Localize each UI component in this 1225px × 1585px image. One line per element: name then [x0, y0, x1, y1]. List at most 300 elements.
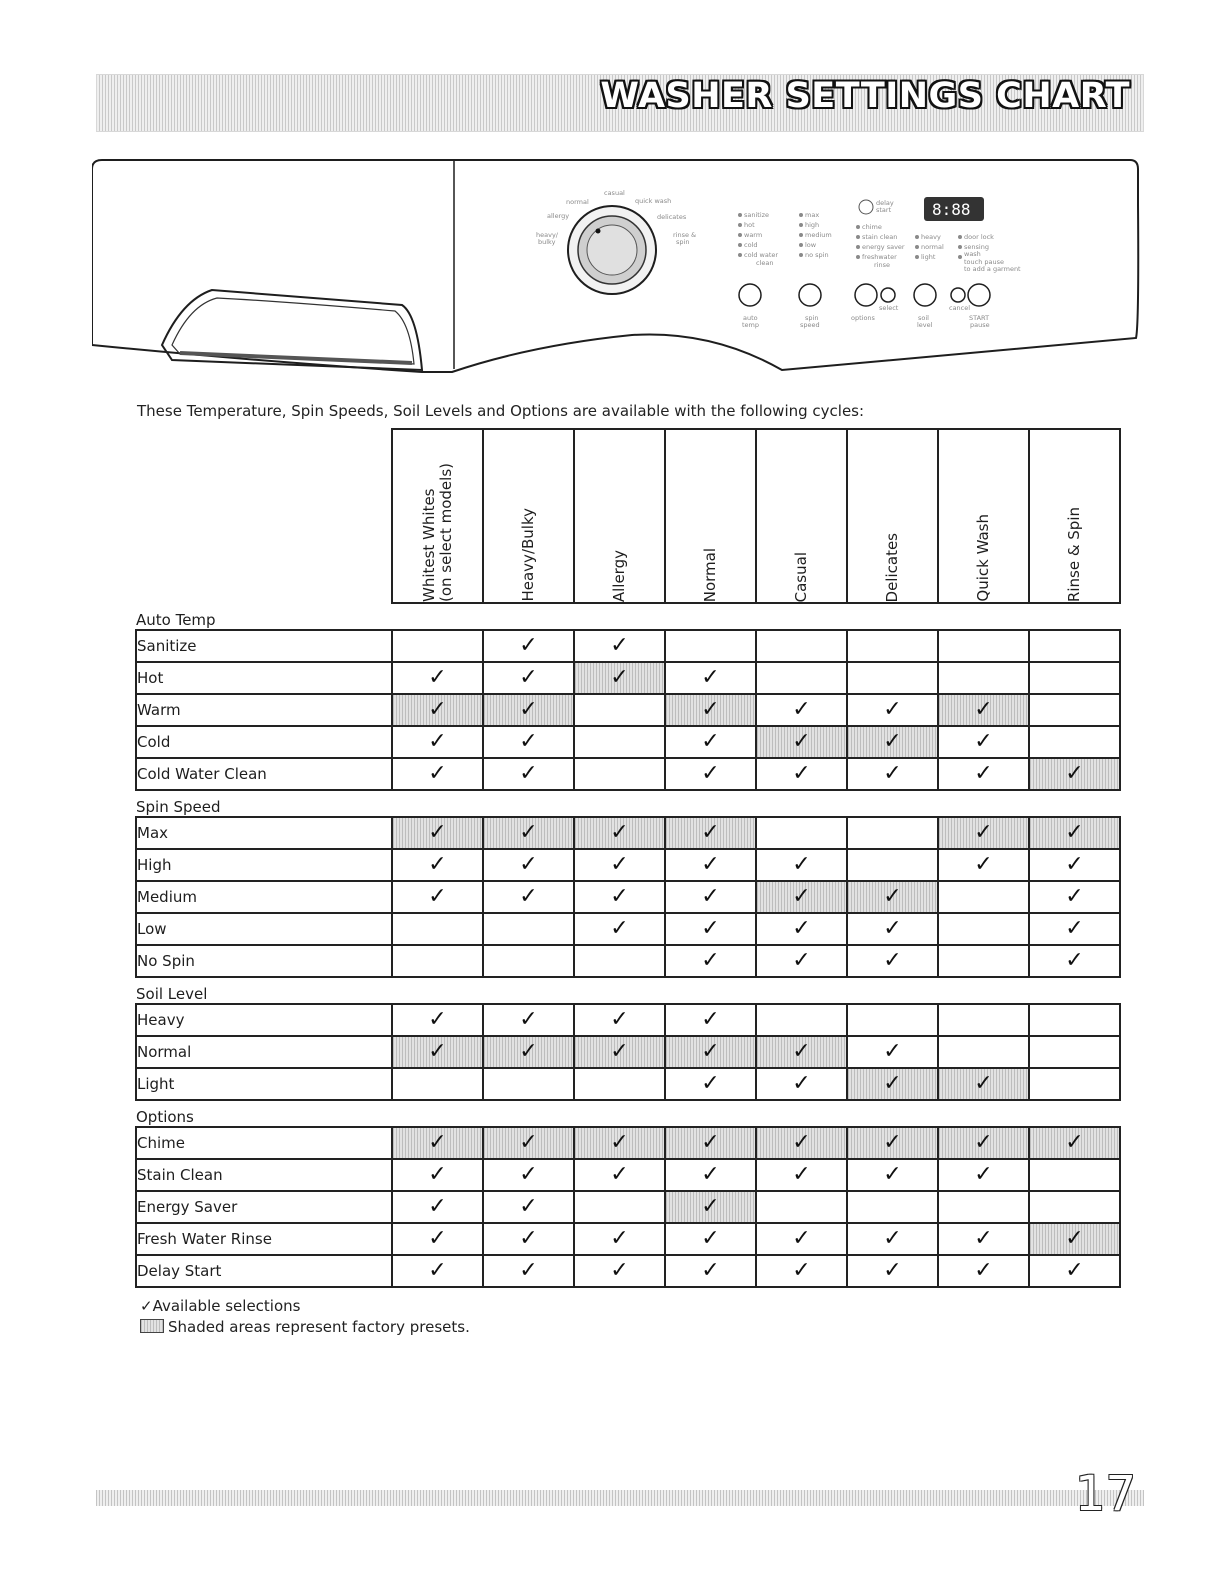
indicator-delay: delay: [876, 199, 894, 207]
check-icon: ✓: [883, 1071, 902, 1096]
check-icon: ✓: [883, 884, 902, 909]
table-row: [136, 1127, 1120, 1159]
button-label-options: options: [851, 314, 875, 322]
check-icon: ✓: [974, 1071, 993, 1096]
legend-shaded-text: Shaded areas represent factory presets.: [168, 1318, 470, 1336]
table-cell: [756, 1159, 847, 1191]
check-icon: ✓: [428, 1039, 447, 1064]
check-icon: ✓: [428, 761, 447, 786]
table-cell: [483, 1191, 574, 1223]
indicator-low: low: [805, 241, 817, 249]
table-cell: [938, 945, 1029, 977]
check-icon: ✓: [519, 852, 538, 877]
table-cell: [392, 630, 483, 662]
table-row: [136, 1036, 1120, 1068]
table-row: [136, 1159, 1120, 1191]
row-label: Low: [136, 913, 392, 945]
table-cell: [483, 881, 574, 913]
indicator-freshwater: freshwater: [862, 253, 897, 261]
check-icon: ✓: [974, 761, 993, 786]
check-icon: ✓: [428, 852, 447, 877]
check-icon: ✓: [610, 665, 629, 690]
preset-cell: [938, 694, 1029, 726]
preset-cell: [574, 1127, 665, 1159]
table-cell: [938, 1004, 1029, 1036]
dial-label-rinse: rinse &: [673, 231, 697, 239]
table-cell: [574, 758, 665, 790]
check-icon: ✓: [428, 665, 447, 690]
table-cell: [1029, 1068, 1120, 1100]
legend-shaded: [140, 1318, 470, 1336]
preset-cell: [665, 1191, 756, 1223]
check-icon: ✓: [701, 1039, 720, 1064]
button-label-select: select: [879, 304, 899, 312]
preset-cell: [483, 694, 574, 726]
indicator-no-spin: no spin: [805, 251, 829, 259]
preset-cell: [392, 1127, 483, 1159]
check-icon: ✓: [1065, 884, 1084, 909]
preset-cell: [938, 1127, 1029, 1159]
table-cell: [1029, 694, 1120, 726]
table-cell: [483, 945, 574, 977]
table-cell: [938, 849, 1029, 881]
table-cell: [392, 881, 483, 913]
table-cell: [392, 1004, 483, 1036]
table-cell: [847, 694, 938, 726]
check-icon: ✓: [1065, 820, 1084, 845]
check-icon: ✓: [792, 1039, 811, 1064]
table-cell: [756, 817, 847, 849]
table-cell: [483, 1223, 574, 1255]
check-icon: ✓: [610, 1039, 629, 1064]
section-title: Options: [136, 1108, 194, 1126]
table-cell: [938, 758, 1029, 790]
check-icon: ✓: [701, 665, 720, 690]
indicator-cold-water: cold water: [744, 251, 779, 259]
indicator-rinse: rinse: [874, 261, 890, 269]
section-title: Soil Level: [136, 985, 208, 1003]
column-header: [665, 429, 756, 603]
table-cell: [392, 758, 483, 790]
table-cell: [483, 1255, 574, 1287]
column-header-label: Allergy: [610, 549, 628, 602]
check-icon: ✓: [792, 1258, 811, 1283]
column-header: [938, 429, 1029, 603]
table-cell: [756, 913, 847, 945]
check-icon: ✓: [701, 1258, 720, 1283]
dial-label-allergy: allergy: [547, 212, 570, 220]
check-icon: ✓: [519, 820, 538, 845]
check-icon: ✓: [610, 852, 629, 877]
dial-label-normal: normal: [566, 198, 589, 206]
preset-cell: [1029, 817, 1120, 849]
check-icon: ✓: [428, 697, 447, 722]
check-icon: ✓: [428, 820, 447, 845]
table-row: [136, 662, 1120, 694]
indicator-sanitize: sanitize: [744, 211, 770, 219]
dial-label-casual: casual: [604, 189, 625, 197]
row-label: High: [136, 849, 392, 881]
table-cell: [847, 1255, 938, 1287]
check-icon: ✓: [1065, 1130, 1084, 1155]
table-cell: [392, 945, 483, 977]
table-cell: [847, 758, 938, 790]
table-cell: [1029, 1159, 1120, 1191]
table-row: [136, 758, 1120, 790]
section-row: [136, 1100, 1120, 1127]
check-icon: ✓: [1065, 761, 1084, 786]
column-header: [483, 429, 574, 603]
table-cell: [392, 1068, 483, 1100]
button-label-soil: soil: [918, 314, 929, 322]
row-label: Sanitize: [136, 630, 392, 662]
check-icon: ✓: [1065, 948, 1084, 973]
check-icon: ✓: [701, 1194, 720, 1219]
table-cell: [665, 1223, 756, 1255]
preset-cell: [665, 1036, 756, 1068]
row-label: Cold Water Clean: [136, 758, 392, 790]
table-cell: [938, 1159, 1029, 1191]
table-cell: [756, 694, 847, 726]
check-icon: ✓: [701, 1007, 720, 1032]
table-cell: [574, 1159, 665, 1191]
check-icon: ✓: [701, 1130, 720, 1155]
preset-cell: [392, 1036, 483, 1068]
table-cell: [1029, 849, 1120, 881]
row-label: Max: [136, 817, 392, 849]
table-cell: [756, 758, 847, 790]
check-icon: ✓: [610, 1226, 629, 1251]
check-icon: ✓: [974, 820, 993, 845]
check-icon: ✓: [792, 1226, 811, 1251]
table-cell: [847, 1159, 938, 1191]
preset-cell: [574, 662, 665, 694]
button-label-level: level: [917, 321, 933, 329]
table-cell: [938, 1255, 1029, 1287]
table-cell: [574, 1255, 665, 1287]
preset-cell: [574, 817, 665, 849]
preset-cell: [847, 726, 938, 758]
table-row: [136, 1004, 1120, 1036]
row-label: Cold: [136, 726, 392, 758]
check-icon: ✓: [610, 884, 629, 909]
table-cell: [1029, 630, 1120, 662]
button-label-spin: spin: [805, 314, 819, 322]
check-icon: ✓: [428, 1226, 447, 1251]
check-icon: ✓: [519, 1194, 538, 1219]
row-label: Fresh Water Rinse: [136, 1223, 392, 1255]
table-cell: [665, 913, 756, 945]
legend-available-text: ✓Available selections: [140, 1297, 301, 1315]
table-row: [136, 881, 1120, 913]
table-cell: [847, 1036, 938, 1068]
check-icon: ✓: [519, 1130, 538, 1155]
check-icon: ✓: [701, 1071, 720, 1096]
table-cell: [574, 726, 665, 758]
table-cell: [392, 849, 483, 881]
section-row: [136, 603, 1120, 630]
indicator-door-lock: door lock: [964, 233, 994, 241]
check-icon: ✓: [792, 1071, 811, 1096]
preset-cell: [847, 1127, 938, 1159]
check-icon: ✓: [792, 852, 811, 877]
table-cell: [392, 913, 483, 945]
check-icon: ✓: [428, 1130, 447, 1155]
table-cell: [938, 913, 1029, 945]
check-icon: ✓: [1065, 1226, 1084, 1251]
column-header: [392, 429, 483, 603]
table-cell: [665, 1159, 756, 1191]
column-header-label: Casual: [792, 551, 810, 602]
check-icon: ✓: [519, 1226, 538, 1251]
indicator-cold: cold: [744, 241, 758, 249]
button-label-auto: auto: [743, 314, 758, 322]
table-cell: [665, 881, 756, 913]
table-cell: [574, 945, 665, 977]
table-cell: [665, 1068, 756, 1100]
check-icon: ✓: [701, 852, 720, 877]
intro-text: These Temperature, Spin Speeds, Soil Levels and Options are available with the following cycles:: [137, 402, 865, 420]
table-cell: [665, 630, 756, 662]
column-header: [574, 429, 665, 603]
row-label: Warm: [136, 694, 392, 726]
table-cell: [756, 1191, 847, 1223]
table-row: [136, 1191, 1120, 1223]
section-row: [136, 790, 1120, 817]
display-readout: 8:88: [932, 200, 971, 219]
table-cell: [938, 1036, 1029, 1068]
column-header-label: Delicates: [883, 532, 901, 602]
header-row: [136, 429, 1120, 603]
preset-cell: [1029, 1127, 1120, 1159]
table-cell: [392, 1223, 483, 1255]
check-icon: ✓: [519, 697, 538, 722]
table-cell: [483, 726, 574, 758]
table-row: [136, 630, 1120, 662]
table-row: [136, 913, 1120, 945]
table-row: [136, 1255, 1120, 1287]
column-header-label: Quick Wash: [974, 514, 992, 602]
check-icon: ✓: [792, 697, 811, 722]
preset-cell: [847, 881, 938, 913]
preset-cell: [665, 817, 756, 849]
button-label-cancel: cancel: [949, 304, 971, 312]
check-icon: ✓: [883, 697, 902, 722]
check-icon: ✓: [610, 1162, 629, 1187]
column-header-label: Normal: [701, 547, 719, 602]
table-cell: [1029, 945, 1120, 977]
table-row: [136, 1068, 1120, 1100]
check-icon: ✓: [610, 633, 629, 658]
soil-level-button: [914, 284, 936, 306]
page-title: WASHER SETTINGS CHART: [600, 76, 1130, 116]
preset-cell: [938, 817, 1029, 849]
table-cell: [665, 758, 756, 790]
column-header: [847, 429, 938, 603]
indicator-light: light: [921, 253, 936, 261]
column-header: [756, 429, 847, 603]
preset-cell: [665, 694, 756, 726]
table-cell: [1029, 1004, 1120, 1036]
check-icon: ✓: [519, 665, 538, 690]
table-cell: [847, 945, 938, 977]
table-cell: [574, 1223, 665, 1255]
options-button: [855, 284, 877, 306]
indicator-start: start: [876, 206, 892, 214]
table-cell: [756, 1068, 847, 1100]
preset-cell: [756, 1036, 847, 1068]
check-icon: ✓: [701, 1226, 720, 1251]
preset-cell: [756, 726, 847, 758]
section-row: [136, 977, 1120, 1004]
indicator-clean: clean: [756, 259, 774, 267]
indicator-warm: warm: [744, 231, 763, 239]
check-icon: ✓: [883, 1258, 902, 1283]
table-cell: [665, 849, 756, 881]
check-icon: ✓: [610, 916, 629, 941]
indicator-hot: hot: [744, 221, 755, 229]
row-label: Delay Start: [136, 1255, 392, 1287]
table-cell: [665, 1004, 756, 1036]
indicator-touch-pause: touch pause: [964, 258, 1005, 266]
table-cell: [938, 1191, 1029, 1223]
button-label-temp: temp: [742, 321, 760, 329]
check-icon: ✓: [428, 729, 447, 754]
check-icon: ✓: [883, 948, 902, 973]
indicator-max: max: [805, 211, 820, 219]
table-cell: [574, 1004, 665, 1036]
check-icon: ✓: [1065, 852, 1084, 877]
table-cell: [847, 817, 938, 849]
preset-cell: [392, 694, 483, 726]
table-cell: [665, 945, 756, 977]
table-cell: [847, 913, 938, 945]
check-icon: ✓: [883, 1039, 902, 1064]
table-cell: [483, 1004, 574, 1036]
check-icon: ✓: [519, 1039, 538, 1064]
section-title: Auto Temp: [136, 611, 216, 629]
check-icon: ✓: [883, 1162, 902, 1187]
table-cell: [483, 758, 574, 790]
table-cell: [665, 662, 756, 694]
table-cell: [392, 1255, 483, 1287]
check-icon: ✓: [519, 1007, 538, 1032]
table-cell: [665, 726, 756, 758]
table-cell: [574, 849, 665, 881]
column-header-label: Whitest Whites (on select models): [419, 462, 455, 602]
table-cell: [1029, 1255, 1120, 1287]
preset-cell: [483, 1127, 574, 1159]
button-label-pause: pause: [970, 321, 990, 329]
indicator-medium: medium: [805, 231, 832, 239]
check-icon: ✓: [519, 1162, 538, 1187]
start-pause-button: [968, 284, 990, 306]
check-icon: ✓: [883, 761, 902, 786]
shaded-swatch: [140, 1319, 164, 1333]
table-cell: [756, 1223, 847, 1255]
check-icon: ✓: [883, 729, 902, 754]
table-row: [136, 849, 1120, 881]
table-cell: [574, 630, 665, 662]
page-number: 17: [1075, 1466, 1137, 1522]
check-icon: ✓: [974, 1258, 993, 1283]
table-cell: [483, 849, 574, 881]
spin-speed-button: [799, 284, 821, 306]
check-icon: ✓: [519, 633, 538, 658]
table-cell: [392, 726, 483, 758]
check-icon: ✓: [974, 729, 993, 754]
check-icon: ✓: [974, 1226, 993, 1251]
check-icon: ✓: [883, 1130, 902, 1155]
preset-cell: [483, 817, 574, 849]
row-label: Heavy: [136, 1004, 392, 1036]
check-icon: ✓: [1065, 1258, 1084, 1283]
table-cell: [847, 849, 938, 881]
title-banner: [96, 74, 1144, 132]
check-icon: ✓: [792, 729, 811, 754]
row-label: No Spin: [136, 945, 392, 977]
table-cell: [1029, 1191, 1120, 1223]
row-label: Hot: [136, 662, 392, 694]
check-icon: ✓: [792, 761, 811, 786]
preset-cell: [756, 1127, 847, 1159]
dial-label-heavy: heavy/: [536, 231, 558, 239]
preset-cell: [483, 1036, 574, 1068]
check-icon: ✓: [701, 729, 720, 754]
check-icon: ✓: [519, 884, 538, 909]
cancel-button: [951, 288, 965, 302]
check-icon: ✓: [792, 1130, 811, 1155]
indicator-normal: normal: [921, 243, 944, 251]
table-cell: [392, 662, 483, 694]
table-cell: [1029, 913, 1120, 945]
table-cell: [938, 662, 1029, 694]
check-icon: ✓: [610, 1130, 629, 1155]
table-cell: [665, 1255, 756, 1287]
table-cell: [756, 662, 847, 694]
check-icon: ✓: [792, 948, 811, 973]
column-header: [1029, 429, 1120, 603]
indicator-wash: wash: [964, 250, 981, 258]
check-icon: ✓: [792, 884, 811, 909]
table-cell: [483, 630, 574, 662]
check-icon: ✓: [519, 729, 538, 754]
check-icon: ✓: [883, 1226, 902, 1251]
table-cell: [483, 1068, 574, 1100]
row-label: Stain Clean: [136, 1159, 392, 1191]
table-cell: [756, 849, 847, 881]
table-row: [136, 694, 1120, 726]
table-row: [136, 726, 1120, 758]
indicator-heavy: heavy: [921, 233, 941, 241]
table-cell: [483, 1159, 574, 1191]
preset-cell: [665, 1127, 756, 1159]
washer-control-panel-illustration: [92, 155, 1142, 375]
check-icon: ✓: [701, 884, 720, 909]
table-cell: [938, 630, 1029, 662]
check-icon: ✓: [610, 820, 629, 845]
legend-available: [140, 1297, 300, 1315]
column-header-label: Rinse & Spin: [1065, 506, 1083, 602]
auto-temp-button: [739, 284, 761, 306]
indicator-high: high: [805, 221, 820, 229]
row-label: Normal: [136, 1036, 392, 1068]
table-cell: [1029, 662, 1120, 694]
preset-cell: [938, 1068, 1029, 1100]
table-cell: [938, 726, 1029, 758]
button-label-speed: speed: [800, 321, 820, 329]
table-cell: [847, 630, 938, 662]
